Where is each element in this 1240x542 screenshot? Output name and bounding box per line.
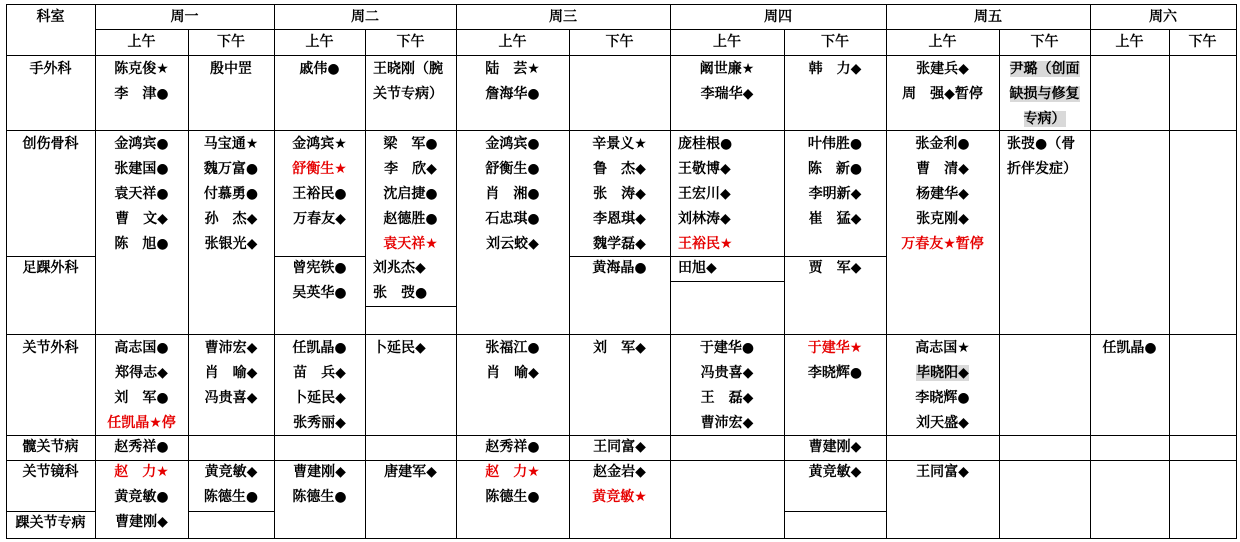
grid-line	[6, 538, 1237, 539]
doctor-entry: 苗 兵◆	[293, 365, 346, 381]
doctor-entry: 鲁 杰◆	[593, 161, 646, 177]
am-header: 上午	[127, 34, 156, 50]
doctor-entry: 周 强◆暂停	[902, 86, 983, 102]
doctor-entry: 张 弢●	[373, 285, 428, 301]
doctor-entry: 曹沛宏◆	[204, 340, 258, 356]
grid-line	[670, 281, 785, 282]
grid-line	[365, 306, 457, 307]
doctor-entry: 石忠琪●	[485, 211, 540, 227]
dept-label: 创伤骨科	[22, 136, 79, 152]
doctor-entry: 任凯晶●	[1102, 340, 1157, 356]
doctor-entry: 王晓刚（腕	[373, 61, 443, 77]
doctor-entry: 冯贵喜◆	[700, 365, 754, 381]
doctor-entry: 郑得志◆	[115, 365, 168, 381]
doctor-entry: 赵德胜●	[383, 211, 438, 227]
doctor-entry: 金鸿宾★	[292, 136, 347, 152]
am-header: 上午	[1115, 34, 1144, 50]
doctor-entry: 黄竞敏◆	[204, 464, 258, 480]
doctor-entry: 李 欣◆	[384, 161, 437, 177]
doctor-entry: 贾 军◆	[808, 260, 862, 276]
pm-header: 下午	[1188, 34, 1217, 50]
doctor-entry: 专病）	[1023, 111, 1066, 127]
dept-label: 足踝外科	[22, 260, 79, 276]
doctor-entry: 张建国●	[114, 161, 169, 177]
dept-label: 关节镜科	[22, 464, 79, 480]
doctor-entry: 孙 杰◆	[204, 211, 258, 227]
grid-line	[188, 511, 275, 512]
doctor-entry: 阚世廉★	[699, 61, 755, 77]
doctor-entry: 肖 喻◆	[204, 365, 258, 381]
doctor-entry: 高志国●	[114, 340, 169, 356]
doctor-entry: 肖 湘●	[485, 186, 540, 202]
doctor-entry: 曹 清◆	[916, 161, 969, 177]
doctor-entry: 魏学磊◆	[593, 236, 646, 252]
doctor-entry: 刘 军●	[114, 390, 169, 406]
doctor-entry: 任凯晶★停	[107, 415, 176, 431]
doctor-entry: 卜延民◆	[293, 390, 346, 406]
doctor-entry: 王裕民●	[292, 186, 347, 202]
doctor-entry: 万春友◆	[293, 211, 346, 227]
doctor-entry: 张金利●	[915, 136, 970, 152]
doctor-entry: 王敬博◆	[678, 161, 731, 177]
pm-header: 下午	[1030, 34, 1059, 50]
doctor-entry: 梁 军●	[383, 136, 438, 152]
doctor-entry: 张秀丽◆	[293, 415, 346, 431]
doctor-entry: 黄竞敏◆	[808, 464, 862, 480]
doctor-entry: 辛景义★	[592, 136, 647, 152]
doctor-entry: 黄竞敏●	[114, 489, 169, 505]
day-header: 周五	[974, 9, 1002, 25]
doctor-entry: 付慕勇●	[203, 186, 259, 202]
doctor-entry: 王 磊◆	[700, 390, 754, 406]
doctor-entry: 王同富◆	[593, 439, 646, 455]
doctor-entry: 折伴发症）	[1007, 161, 1077, 177]
doctor-entry: 赵 力★	[485, 464, 540, 480]
doctor-entry: 李恩琪◆	[593, 211, 646, 227]
doctor-entry: 于建华●	[699, 340, 755, 356]
doctor-entry: 陆 芸★	[485, 61, 540, 77]
grid-line	[1236, 4, 1237, 539]
doctor-entry: 李明新◆	[808, 186, 862, 202]
dept-label: 手外科	[29, 61, 72, 77]
doctor-entry: 李 津●	[114, 86, 169, 102]
doctor-entry: 关节专病）	[373, 86, 443, 102]
doctor-entry: 王宏川◆	[678, 186, 731, 202]
doctor-entry: 刘天盛◆	[916, 415, 969, 431]
doctor-entry: 黄海晶●	[592, 260, 647, 276]
doctor-entry: 叶伟胜●	[807, 136, 863, 152]
dept-header: 科室	[36, 9, 65, 25]
doctor-entry: 杨建华◆	[916, 186, 969, 202]
doctor-entry: 赵金岩◆	[593, 464, 646, 480]
doctor-entry: 陈德生●	[292, 489, 347, 505]
doctor-entry: 唐建军◆	[384, 464, 437, 480]
doctor-entry: 曾宪铁●	[292, 260, 347, 276]
doctor-entry: 吴英华●	[292, 285, 347, 301]
doctor-entry: 高志国★	[915, 340, 970, 356]
doctor-entry: 王同富◆	[916, 464, 969, 480]
doctor-entry: 陈德生●	[203, 489, 259, 505]
doctor-entry: 万春友★暂停	[901, 236, 984, 252]
doctor-entry: 于建华★	[807, 340, 863, 356]
am-header: 上午	[498, 34, 527, 50]
doctor-entry: 曹建刚◆	[115, 514, 168, 530]
doctor-entry: 田旭◆	[678, 260, 717, 276]
doctor-entry: 赵秀祥●	[114, 439, 169, 455]
doctor-entry: 张银光◆	[204, 236, 258, 252]
doctor-entry: 赵秀祥●	[485, 439, 540, 455]
doctor-entry: 张福江●	[485, 340, 540, 356]
dept-label: 髋关节病	[22, 439, 79, 455]
doctor-entry: 缺损与修复	[1009, 86, 1080, 102]
doctor-entry: 庞桂根●	[678, 136, 733, 152]
doctor-entry: 曹建刚◆	[808, 439, 862, 455]
doctor-entry: 刘兆杰◆	[373, 260, 426, 276]
doctor-entry: 殷中罡	[210, 61, 252, 77]
doctor-entry: 金鸿宾●	[485, 136, 540, 152]
doctor-entry: 戚伟●	[299, 61, 340, 77]
doctor-entry: 曹沛宏◆	[700, 415, 754, 431]
doctor-entry: 韩 力◆	[808, 61, 862, 77]
doctor-entry: 魏万富●	[203, 161, 259, 177]
doctor-entry: 肖 喻◆	[486, 365, 539, 381]
day-header: 周二	[351, 9, 379, 25]
doctor-entry: 詹海华●	[485, 86, 540, 102]
doctor-entry: 张建兵◆	[916, 61, 969, 77]
grid-line	[1169, 29, 1170, 539]
doctor-entry: 刘林涛◆	[678, 211, 731, 227]
doctor-entry: 刘 军◆	[593, 340, 646, 356]
doctor-entry: 卜延民◆	[373, 340, 426, 356]
day-header: 周四	[764, 9, 792, 25]
doctor-entry: 舒衡生★	[292, 161, 347, 177]
dept-label: 踝关节专病	[15, 515, 86, 531]
doctor-entry: 陈 旭●	[114, 236, 169, 252]
doctor-entry: 李瑞华◆	[700, 86, 754, 102]
doctor-entry: 任凯晶●	[292, 340, 347, 356]
grid-line	[6, 55, 1237, 56]
doctor-entry: 马宝通★	[203, 136, 259, 152]
doctor-entry: 曹建刚◆	[293, 464, 346, 480]
day-header: 周三	[549, 9, 577, 25]
doctor-entry: 刘云蛟◆	[486, 236, 539, 252]
doctor-entry: 赵 力★	[114, 464, 169, 480]
pm-header: 下午	[396, 34, 425, 50]
day-header: 周一	[170, 9, 199, 25]
day-header: 周六	[1149, 9, 1177, 25]
doctor-entry: 张克刚◆	[916, 211, 969, 227]
doctor-entry: 曹 文◆	[115, 211, 168, 227]
doctor-entry: 袁天祥★	[383, 236, 438, 252]
am-header: 上午	[928, 34, 957, 50]
doctor-entry: 陈德生●	[485, 489, 540, 505]
doctor-entry: 沈启捷●	[383, 186, 438, 202]
doctor-entry: 金鸿宾●	[114, 136, 169, 152]
doctor-entry: 尹璐（创面	[1009, 61, 1080, 77]
doctor-entry: 李晓辉●	[807, 365, 863, 381]
doctor-entry: 崔 猛◆	[808, 211, 862, 227]
doctor-entry: 冯贵喜◆	[204, 390, 258, 406]
pm-header: 下午	[217, 34, 245, 50]
grid-line	[6, 334, 1237, 335]
dept-label: 关节外科	[22, 340, 79, 356]
doctor-entry: 舒衡生●	[485, 161, 540, 177]
pm-header: 下午	[605, 34, 634, 50]
doctor-entry: 毕晓阳◆	[916, 365, 969, 381]
am-header: 上午	[713, 34, 741, 50]
doctor-entry: 张弢●（骨	[1007, 136, 1076, 152]
doctor-entry: 陈 新●	[807, 161, 863, 177]
doctor-entry: 陈克俊★	[114, 61, 169, 77]
grid-line	[784, 511, 887, 512]
doctor-entry: 李晓辉●	[915, 390, 970, 406]
grid-line	[1090, 4, 1091, 539]
doctor-entry: 黄竞敏★	[592, 489, 647, 505]
doctor-entry: 袁天祥●	[114, 186, 169, 202]
pm-header: 下午	[821, 34, 849, 50]
doctor-entry: 王裕民★	[678, 236, 733, 252]
am-header: 上午	[305, 34, 334, 50]
doctor-entry: 张 涛◆	[593, 186, 646, 202]
